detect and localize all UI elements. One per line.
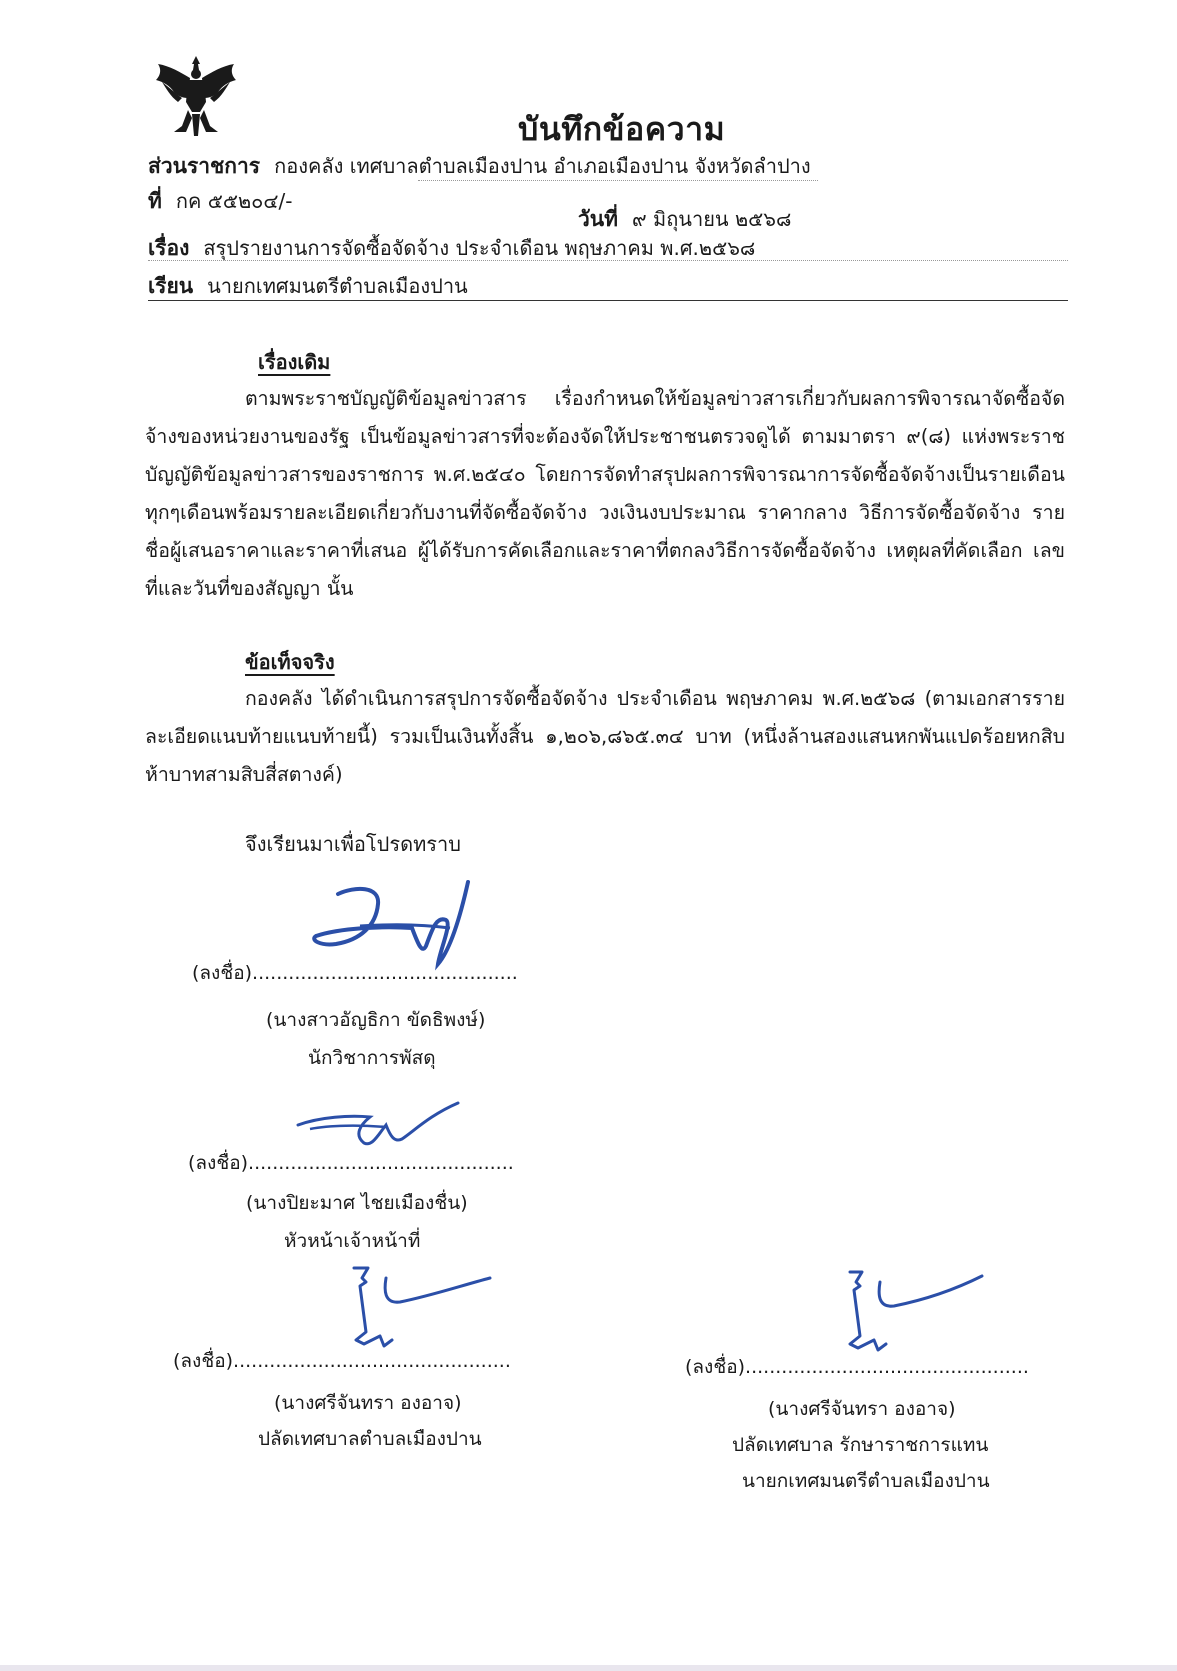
agency-value: กองคลัง เทศบาลตำบลเมืองปาน อำเภอเมืองปาน จังหวัดลำปาง	[274, 154, 811, 178]
to-label: เรียน	[148, 274, 194, 298]
signature-4-name: (นางศรีจันทรา องอาจ)	[768, 1398, 956, 1420]
signature-2-position: หัวหน้าเจ้าหน้าที่	[284, 1230, 421, 1252]
header-divider	[148, 300, 1068, 301]
signature-1-line: (ลงชื่อ)............................................	[192, 962, 518, 984]
background-text: ตามพระราชบัญญัติข้อมูลข่าวสาร เรื่องกำหนดให้ข้อมูลข่าวสารเกี่ยวกับผลการพิจารณาจัดซื้อจัดจ้างของหน่วยงานของรัฐ เป็นข้อมูลข่าวสารที่จะต้องจัดให้ประชาชนตรวจดูได้ ตามมาตรา ๙(๘) แห่งพระราชบัญญัติข้อมูลข่าวสารของราชการ พ.ศ.๒๕๔๐ โดยการจัดทำสรุปผลการพิจารณาการจัดซื้อจัดจ้างเป็นรายเดือน ทุกๆเดือนพร้อมรายละเอียดเกี่ยวกับงานที่จัดซื้อจัดจ้าง วงเงินงบประมาณ ราคากลาง วิธีการจัดซื้อจัดจ้าง รายชื่อผู้เสนอราคาและราคาที่เสนอ ผู้ได้รับการคัดเลือกและราคาที่ตกลงวิธีการจัดซื้อจัดจ้าง เหตุผลที่คัดเลือก เลขที่และวันที่ของสัญญา นั้น	[145, 387, 1065, 600]
to-row	[148, 270, 468, 303]
garuda-emblem-icon	[152, 52, 240, 140]
signature-3-icon	[340, 1260, 520, 1360]
to-value: นายกเทศมนตรีตำบลเมืองปาน	[207, 274, 468, 298]
page-bottom-edge	[0, 1665, 1177, 1671]
signature-2-line: (ลงชื่อ)............................................	[188, 1152, 514, 1174]
facts-paragraph	[145, 680, 1065, 794]
signature-4-position: ปลัดเทศบาล รักษาราชการแทน	[732, 1434, 989, 1456]
closing-text: จึงเรียนมาเพื่อโปรดทราบ	[245, 832, 461, 856]
subject-value: สรุปรายงานการจัดซื้อจัดจ้าง ประจำเดือน พฤษภาคม พ.ศ.๒๕๖๘	[203, 236, 756, 260]
signature-3-line: (ลงชื่อ)..............................................	[173, 1350, 511, 1372]
signature-4-line: (ลงชื่อ)...............................................	[685, 1356, 1029, 1378]
background-paragraph	[145, 380, 1065, 608]
signature-3-position: ปลัดเทศบาลตำบลเมืองปาน	[258, 1428, 482, 1450]
memo-title: บันทึกข้อความ	[518, 110, 726, 148]
signature-2-name: (นางปิยะมาศ ไชยเมืองชื่น)	[246, 1192, 468, 1214]
ref-label: ที่	[148, 189, 162, 213]
background-heading: เรื่องเดิม	[258, 350, 331, 374]
agency-label: ส่วนราชการ	[148, 154, 261, 178]
date-value: ๙ มิถุนายน ๒๕๖๘	[632, 207, 792, 231]
date-label: วันที่	[578, 207, 618, 231]
subject-dotted-line	[148, 260, 1068, 261]
facts-heading: ข้อเท็จจริง	[245, 650, 335, 674]
ref-value: กค ๕๕๒๐๔/-	[175, 189, 293, 213]
signature-4-position2: นายกเทศมนตรีตำบลเมืองปาน	[742, 1470, 990, 1492]
agency-dotted-line	[418, 180, 818, 181]
signature-1-position: นักวิชาการพัสดุ	[308, 1047, 436, 1069]
subject-label: เรื่อง	[148, 236, 190, 260]
agency-row	[148, 150, 811, 183]
ref-row	[148, 185, 292, 218]
signature-3-name: (นางศรีจันทรา องอาจ)	[274, 1392, 462, 1414]
signature-4-icon	[836, 1266, 1006, 1366]
signature-1-name: (นางสาวอัญธิกา ขัดธิพงษ์)	[266, 1009, 486, 1031]
facts-text: กองคลัง ได้ดำเนินการสรุปการจัดซื้อจัดจ้าง ประจำเดือน พฤษภาคม พ.ศ.๒๕๖๘ (ตามเอกสารรายละเอียดแนบท้ายแนบท้ายนี้) รวมเป็นเงินทั้งสิ้น ๑,๒๐๖,๘๖๕.๓๔ บาท (หนึ่งล้านสองแสนหกพันแปดร้อยหกสิบห้าบาทสามสิบสี่สตางค์)	[145, 687, 1065, 786]
